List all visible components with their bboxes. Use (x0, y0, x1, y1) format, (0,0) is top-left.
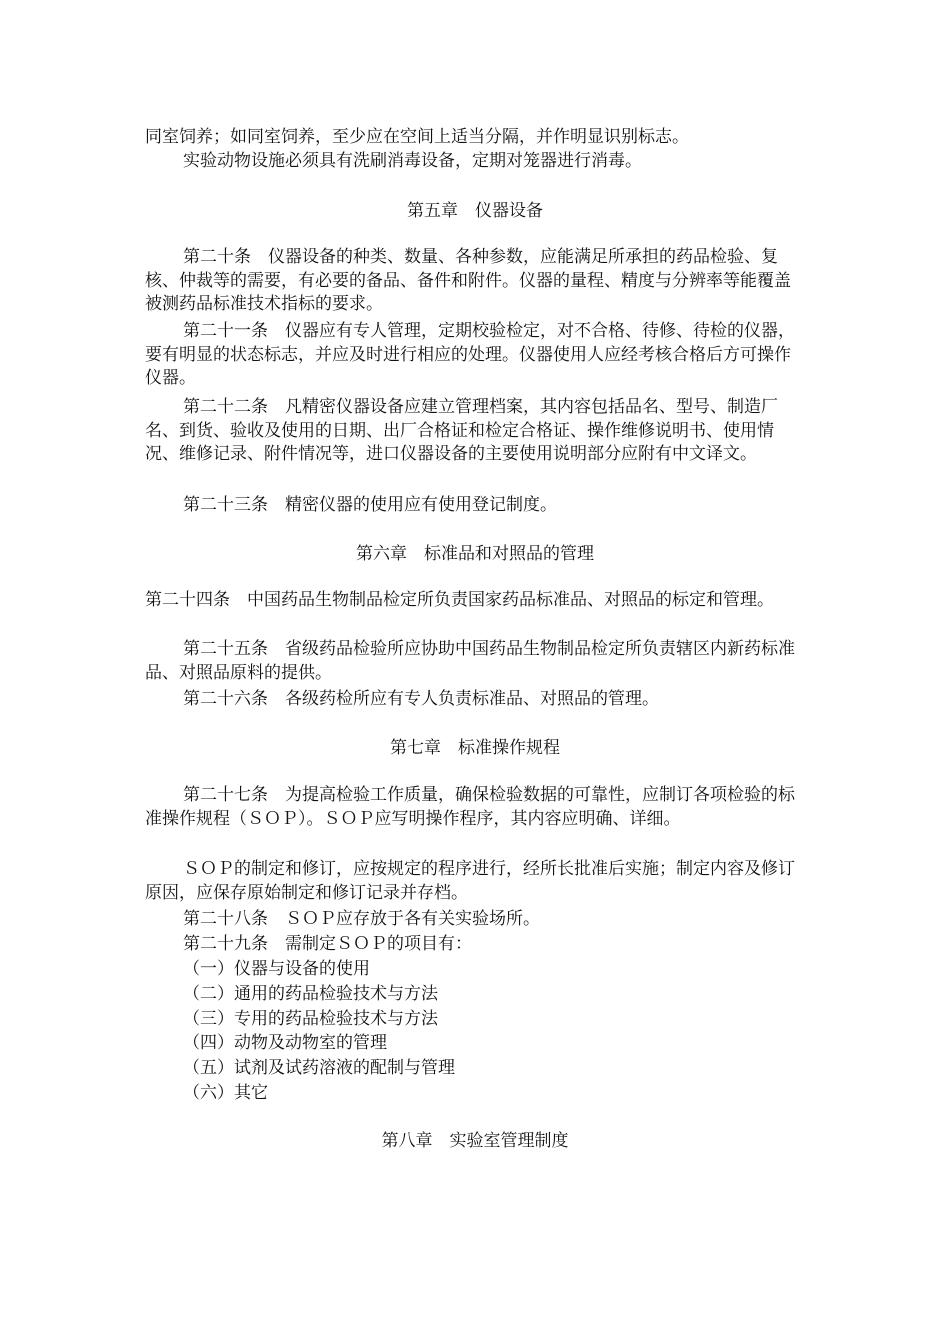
paragraph-disinfection: 实验动物设施必须具有洗刷消毒设备，定期对笼器进行消毒。 (183, 151, 642, 171)
sop-item: （二）通用的药品检验技术与方法 (183, 984, 438, 1004)
chapter-5-heading: 第五章 仪器设备 (407, 201, 543, 221)
article-21: 第二十一条 仪器应有专人管理，定期校验检定，对不合格、待修、待检的仪器，要有明显的状态标志，并应及时进行相应的处理。仪器使用人应经考核合格后方可操作仪器。 (145, 321, 795, 388)
sop-item: （六）其它 (183, 1083, 268, 1103)
paragraph-sop-revision: ＳＯＰ的制定和修订，应按规定的程序进行，经所长批准后实施；制定内容及修订原因，应保存原始制定和修订记录并存档。 (145, 859, 795, 903)
article-22: 第二十二条 凡精密仪器设备应建立管理档案，其内容包括品名、型号、制造厂名、到货、验收及使用的日期、出厂合格证和检定合格证、操作维修说明书、使用情况、维修记录、附件情况等，进口仪器设备的主要使用说明部分应附有中文译文。 (145, 397, 778, 464)
chapter-7-heading: 第七章 标准操作规程 (390, 738, 560, 758)
chapter-8-heading: 第八章 实验室管理制度 (381, 1131, 569, 1151)
sop-item: （四）动物及动物室的管理 (183, 1033, 387, 1053)
article-23: 第二十三条 精密仪器的使用应有使用登记制度。 (183, 495, 557, 515)
chapter-6-heading: 第六章 标准品和对照品的管理 (356, 544, 594, 564)
paragraph-animal-housing: 同室饲养；如同室饲养，至少应在空间上适当分隔，并作明显识别标志。 (145, 127, 689, 147)
sop-item: （三）专用的药品检验技术与方法 (183, 1009, 438, 1029)
article-26: 第二十六条 各级药检所应有专人负责标准品、对照品的管理。 (183, 689, 659, 709)
article-25: 第二十五条 省级药品检验所应协助中国药品生物制品检定所负责辖区内新药标准品、对照品原料的提供。 (145, 639, 795, 683)
article-29: 第二十九条 需制定ＳＯＰ的项目有： (183, 934, 472, 954)
article-27: 第二十七条 为提高检验工作质量，确保检验数据的可靠性，应制订各项检验的标准操作规程（ＳＯＰ）。ＳＯＰ应写明操作程序，其内容应明确、详细。 (145, 785, 795, 829)
article-20: 第二十条 仪器设备的种类、数量、各种参数，应能满足所承担的药品检验、复核、仲裁等的需要，有必要的备品、备件和附件。仪器的量程、精度与分辨率等能覆盖被测药品标准技术指标的要求。 (145, 247, 791, 314)
article-24: 第二十四条 中国药品生物制品检定所负责国家药品标准品、对照品的标定和管理。 (145, 590, 774, 610)
sop-item: （一）仪器与设备的使用 (183, 959, 370, 979)
sop-item: （五）试剂及试药溶液的配制与管理 (183, 1058, 455, 1078)
article-28: 第二十八条 ＳＯＰ应存放于各有关实验场所。 (183, 909, 540, 929)
